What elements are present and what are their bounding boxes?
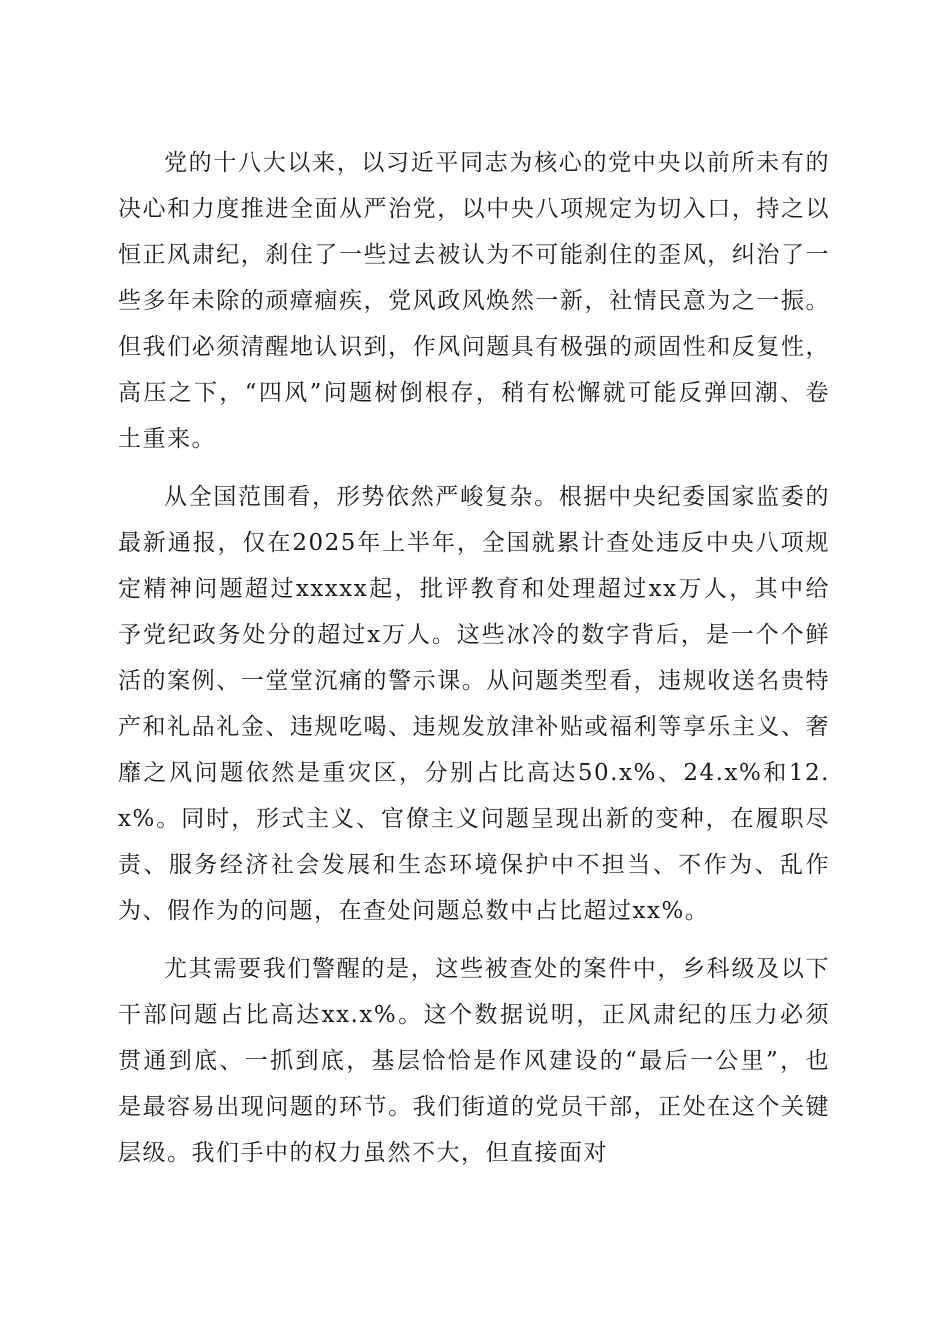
- paragraph-grassroots-warning: 尤其需要我们警醒的是，这些被查处的案件中，乡科级及以下干部问题占比高达xx.x%。这个数据说明，正风肃纪的压力必须贯通到底、一抓到底，基层恰恰是作风建设的“最后一公里”，也是最容易出现问题的环节。我们街道的党员干部，正处在这个关键层级。我们手中的权力虽然不大，但直接面对: [118, 956, 830, 1166]
- paragraph-intro: 党的十八大以来，以习近平同志为核心的党中央以前所未有的决心和力度推进全面从严治党，以中央八项规定为切入口，持之以恒正风肃纪，刹住了一些过去被认为不可能刹住的歪风，纠治了一些多年未除的顽瘴痼疾，党风政风焕然一新，社情民意为之一振。但我们必须清醒地认识到，作风问题具有极强的顽固性和反复性，高压之下，“四风”问题树倒根存，稍有松懈就可能反弹回潮、卷土重来。: [118, 150, 830, 452]
- document-body: [118, 140, 830, 1188]
- paragraph-national-situation: 从全国范围看，形势依然严峻复杂。根据中央纪委国家监委的最新通报，仅在2025年上半年，全国就累计查处违反中央八项规定精神问题超过xxxxx起，批评教育和处理超过xx万人，其中给予党纪政务处分的超过x万人。这些冰冷的数字背后，是一个个鲜活的案例、一堂堂沉痛的警示课。从问题类型看，违规收送名贵特产和礼品礼金、违规吃喝、违规发放津补贴或福利等享乐主义、奢靡之风问题依然是重灾区，分别占比高达50.x%、24.x%和12.x%。同时，形式主义、官僚主义问题呈现出新的变种，在履职尽责、服务经济社会发展和生态环境保护中不担当、不作为、乱作为、假作为的问题，在查处问题总数中占比超过xx%。: [118, 484, 830, 924]
